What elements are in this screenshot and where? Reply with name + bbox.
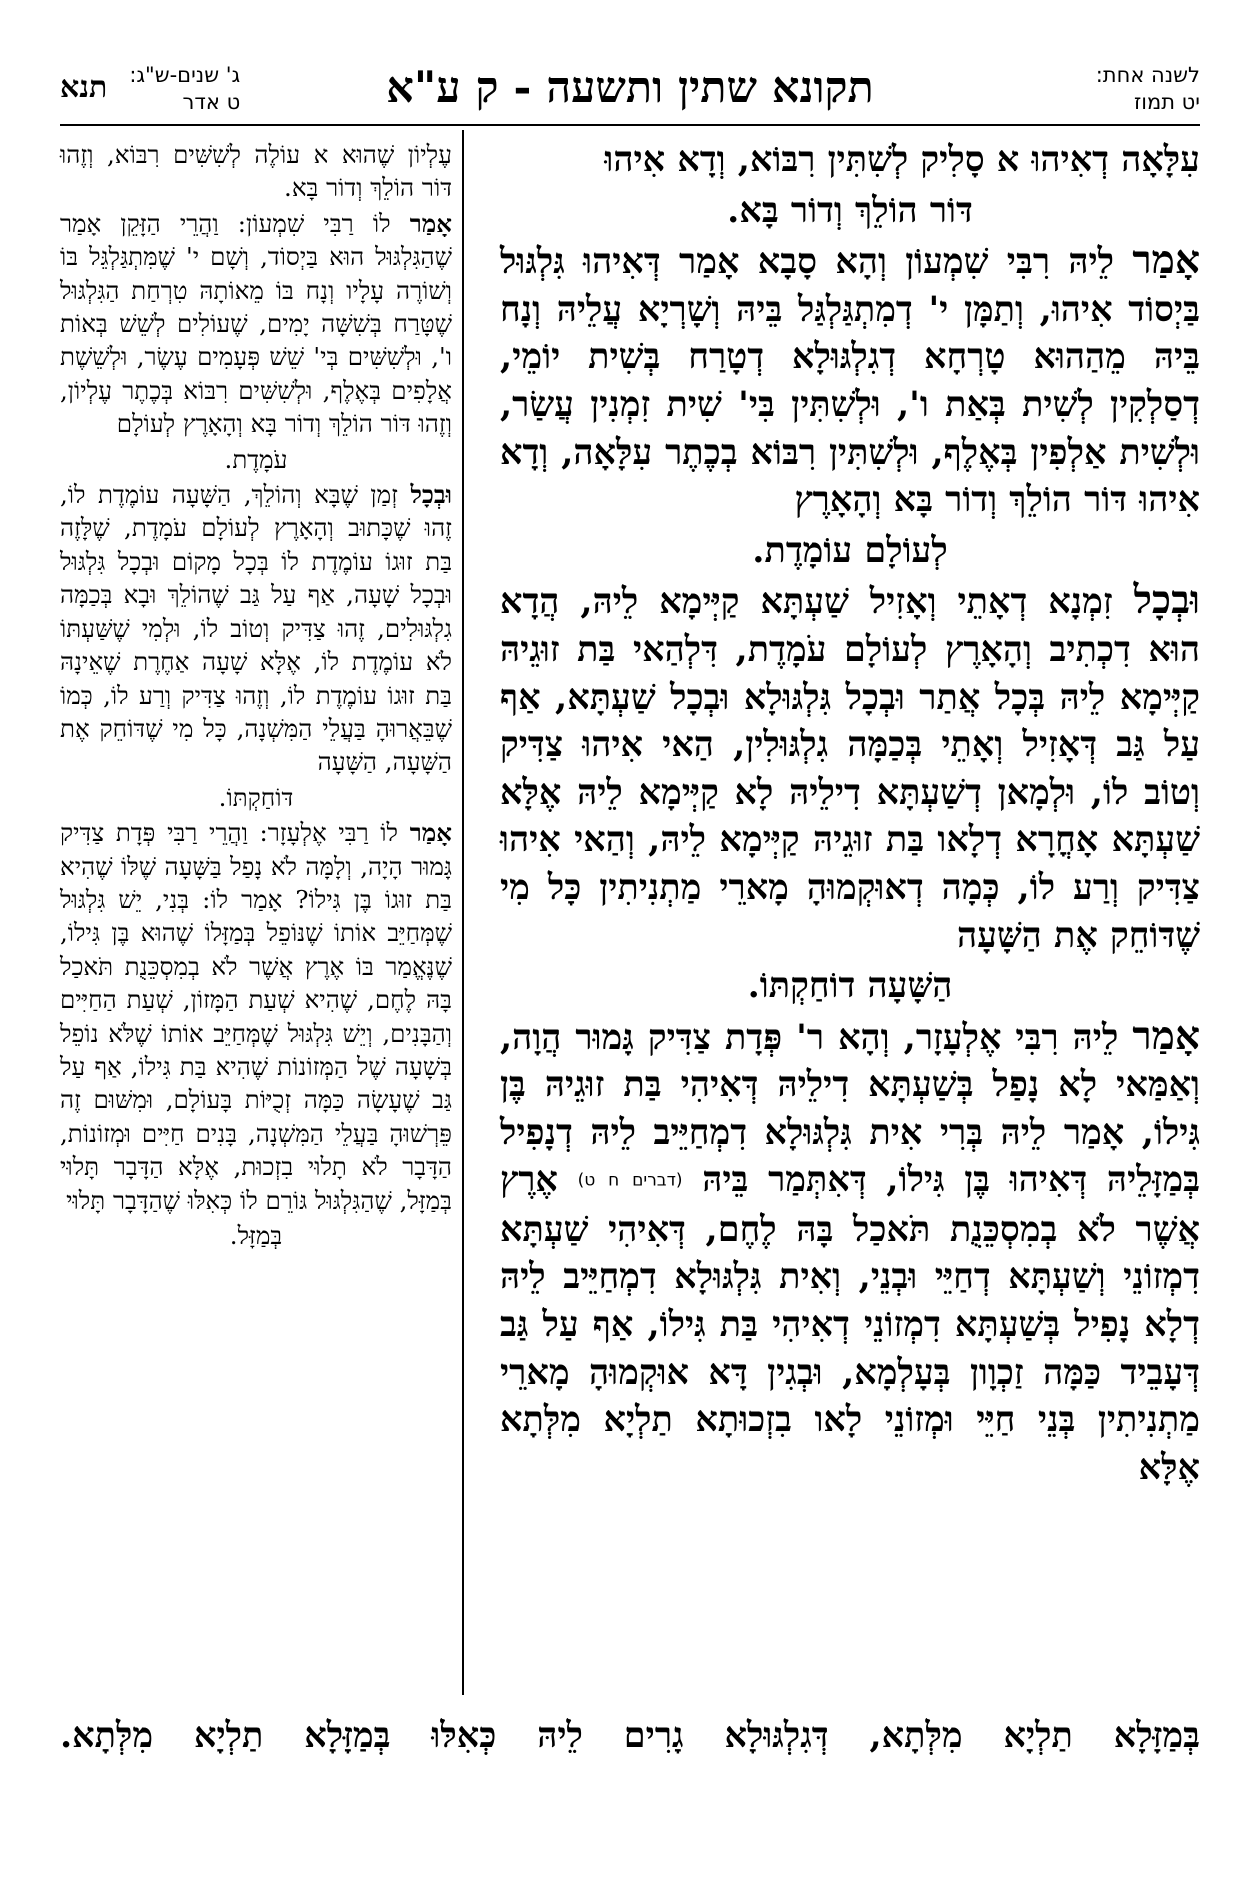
main-paragraph-4-text-continued: אֶרֶץ אֲשֶׁר לֹא בְמִסְכֵּנֻת תֹּאכַל בָּהּ לֶחֶם, דְּאִיהִי שַׁעְתָּא דִמְזוֹנֵי וְשַׁעְתָּא דְחַיֵּי וּבְנֵי, וְאִית גִּלְגּוּלָא דִמְחַיֵּיב לֵיהּ דְלָא נָפִיל בְּשַׁעְתָּא דִמְזוֹנֵי דְאִיהִי בַּת גִּילוֹ, אַף עַל גַּב דְּעָבֵיד כַּמָּה זַכְוָון בְּעָלְמָא, וּבְגִין דָּא אוּקְמוּהָ מָארֵי מַתְנִיתִין בְּנֵי חַיֵּי וּמְזוֹנֵי לָאו בִזְכוּתָא תַלְיָא מִלְּתָא אֶלָּא xyxy=(500,1159,1200,1488)
header-three-years-label: ג' שנים-ש"ג: xyxy=(129,63,241,87)
main-paragraph-4-lead-word: אָמַר xyxy=(1132,1012,1200,1059)
translation-paragraph-4-text: לוֹ רַבִּי אֶלְעָזָר: וַהֲרֵי רַבִּי פְּדָת צַדִּיק גָּמוּר הָיָה, וְלָמָּה לֹא נָפַל בַּשָּׁעָה שֶׁלּוֹ שֶׁהִיא בַּת זוּגוֹ בֶּן גִּילוֹ? אָמַר לוֹ: בְּנִי, יֵשׁ גִּלְגּוּל שֶׁמְּחַיֵּב אוֹתוֹ שֶׁנּוֹפֵל בְּמַזָּלוֹ שֶׁהוּא בֶּן גִּילוֹ, שֶׁנֶּאֱמַר בּוֹ אֶרֶץ אֲשֶׁר לֹא בְמִסְכֵּנֻת תֹּאכַל בָּהּ לֶחֶם, שֶׁהִיא שְׁעַת הַמָּזוֹן, שְׁעַת הַחַיִּים וְהַבָּנִים, וְיֵשׁ גִּלְגּוּל שֶׁמְּחַיֵּב אוֹתוֹ שֶׁלֹּא נוֹפֵל בְּשָׁעָה שֶׁל הַמְּזוֹנוֹת שֶׁהִיא בַּת גִּילוֹ, אַף עַל גַּב שֶׁעָשָׂה כַּמָּה זְכֻיּוֹת בָּעוֹלָם, וּמִשּׁוּם זֶה פֵּרְשׁוּהָ בַּעֲלֵי הַמִּשְׁנָה, בָּנִים חַיִּים וּמְזוֹנוֹת, הַדָּבָר לֹא תָלוּי בִזְכוּת, אֶלָּא הַדָּבָר תָּלוּי בְּמַזָּל, שֶׁהַגִּלְגּוּל גּוֹרֵם לוֹ כְּאִלּוּ שֶׁהַדָּבָר תָּלוּי xyxy=(60,818,452,1215)
main-paragraph-3 xyxy=(500,577,1200,959)
main-paragraph-4 xyxy=(500,1013,1200,1492)
page-header xyxy=(60,58,1200,128)
page-number: תנא xyxy=(60,70,108,105)
main-paragraph-4-text: לֵיהּ רִבִּי אֶלְעָזָר, וְהָא ר' פְּדָת צַדִּיק גָּמוּר הֲוָה, וְאַמַּאי לָא נָפַל בְּשַׁעְתָּא דִילֵיהּ דְּאִיהִי בַּת זוּגֵיהּ בֶּן גִּילוֹ, אָמַר לֵיהּ בְּרִי אִית גִּלְגּוּלָא דִמְחַיֵּיב לֵיהּ דְנָפִיל בְּמַזָּלֵיהּ דְּאִיהוּ בֶּן גִּילוֹ, דְּאִתְּמַר בֵּיהּ xyxy=(500,1016,1200,1201)
column-divider xyxy=(462,130,464,1695)
main-paragraph-3-lead-word: וּבְכָל xyxy=(1133,577,1200,624)
header-one-year-date: יט תמוז xyxy=(1133,90,1200,114)
translation-paragraph-4-end: בְּמַזָּל. xyxy=(229,1221,283,1250)
header-three-years-block xyxy=(129,62,240,116)
main-paragraph-1-end: דּוֹר הוֹלֵךְ וְדוֹר בָּא. xyxy=(727,189,973,231)
translation-paragraph-4 xyxy=(60,816,452,1217)
main-paragraph-2 xyxy=(500,237,1200,524)
translation-paragraph-2-text: לוֹ רַבִּי שִׁמְעוֹן: וַהֲרֵי הַזָּקֵן אָמַר שֶׁהַגִּלְגּוּל הוּא בַּיְסוֹד, וְשָׁם י' שֶׁמִּתְגַּלְגֵּל בּוֹ וְשׁוֹרֶה עָלָיו וְנָח בּוֹ מֵאוֹתָהּ טִרְחַת הַגִּלְגּוּל שֶׁטָּרַח בְּשִׁשָּׁה יָמִים, שֶׁעוֹלִים לְשֵׁשׁ בְּאוֹת ו', וּלְשִׁשִּׁים בְּי' שֵׁשׁ פְּעָמִים עֶשֶׂר, וּלְשֵׁשֶׁת אֲלָפִים בְּאֶלֶף, וּלְשִׁשִּׁים רִבּוֹא בְּכֶתֶר עֶלְיוֹן, וְזֶהוּ דּוֹר הוֹלֵךְ וְדוֹר בָּא וְהָאָרֶץ לְעוֹלָם xyxy=(60,208,452,439)
translation-paragraph-1: עֶלְיוֹן שֶׁהוּא א עוֹלֶה לְשִׁשִּׁים רִבּוֹא, וְזֶהוּ דּוֹר הוֹלֵךְ וְדוֹר בָּא. xyxy=(60,140,452,203)
main-paragraph-2-text: לֵיהּ רִבִּי שִׁמְעוֹן וְהָא סָבָא אָמַר דְּאִיהוּ גִּלְגּוּל בַּיְסוֹד אִיהוּ, וְתַמָּן י' דְמִתְגַּלְגַּל בֵּיהּ וְשָׁרְיָא עֲלֵיהּ וְנָח בֵּיהּ מֵהַהוּא טָרְחָא דְגִלְגּוּלָא דְטָרַח בְּשִׁית יוֹמֵי, דְסַלְקִין לְשִׁית בְּאַת ו', וּלְשִׁתִּין בִּי' שִׁית זִמְנִין עֲשַׂר, וּלְשִׁית אַלְפִין בְּאֶלֶף, וּלְשִׁתִּין רִבּוֹא בְכֶתֶר עִלָּאָה, וְדָא אִיהוּ דּוֹר הוֹלֵךְ וְדוֹר בָּא וְהָאָרֶץ xyxy=(500,241,1200,521)
translation-paragraph-3-end: דּוֹחַקְתּוֹ. xyxy=(218,782,294,812)
header-reading-schedule-three-years xyxy=(60,62,240,116)
header-divider xyxy=(60,124,1200,126)
translation-column xyxy=(60,138,452,1254)
verse-citation: (דברים ח ט) xyxy=(577,1171,683,1192)
page-title: תקונא שתין ותשעה - ק ע"א xyxy=(386,63,874,113)
main-paragraph-3-text: זִמְנָא דְאָתֵי וְאָזִיל שַׁעְתָּא קַיְּימָא לֵיהּ, הֲדָא הוּא דִכְתִיב וְהָאָרֶץ לְעוֹלָם עֹמָדֶת, דִּלְהַאי בַּת זוּגֵיהּ קַיְּימָא לֵיהּ בְּכָל אֲתַר וּבְכָל גִּלְגּוּלָא וּבְכָל שַׁעְתָּא, אַף עַל גַּב דְּאָזִיל וְאָתֵי בְּכַמָּה גִלְגּוּלִין, הַאי אִיהוּ צַדִּיק וְטוֹב לוֹ, וּלְמָאן דְשַׁעְתָּא דִילֵיהּ לָא קַיְּימָא לֵיהּ אֶלָּא שַׁעְתָּא אָחֳרָא דְלָאו בַּת זוּגֵיהּ קַיְּימָא לֵיהּ, וְהַאי אִיהוּ צַדִּיק וְרַע לוֹ, כְּמָה דְאוּקְמוּהָ מָארֵי מַתְנִיתִין כָּל מִי שֶׁדּוֹחֵק אֶת הַשָּׁעָה xyxy=(500,581,1200,956)
main-text-column xyxy=(500,136,1200,1494)
main-paragraph-2-lead-word: אָמַר xyxy=(1132,237,1200,284)
main-paragraph-3-end: הַשָּׁעָה דוֹחַקְתּוֹ. xyxy=(747,965,953,1007)
main-paragraph-1-text: עִלָּאָה דְאִיהוּ א סָלִיק לְשִׁתִּין רִבּוֹא, וְדָא אִיהוּ xyxy=(604,139,1200,180)
translation-paragraph-3-text: זְמַן שֶׁבָּא וְהוֹלֵךְ, הַשָּׁעָה עוֹמֶדֶת לוֹ, זֶהוּ שֶׁכָּתוּב וְהָאָרֶץ לְעוֹלָם עֹמָדֶת, שֶׁלָּזֶה בַּת זוּגוֹ עוֹמֶדֶת לוֹ בְּכָל מָקוֹם וּבְכָל גִּלְגּוּל וּבְכָל שָׁעָה, אַף עַל גַּב שֶׁהוֹלֵךְ וּבָא בְּכַמָּה גִלְגּוּלִים, זֶהוּ צַדִּיק וְטוֹב לוֹ, וּלְמִי שֶׁשַּׁעְתּוֹ לֹא עוֹמֶדֶת לוֹ, אֶלָּא שָׁעָה אַחֶרֶת שֶׁאֵינָהּ בַּת זוּגוֹ עוֹמֶדֶת לוֹ, וְזֶהוּ צַדִּיק וְרַע לוֹ, כְּמוֹ שֶׁבֵּאֲרוּהָ בַּעֲלֵי הַמִּשְׁנָה, כָּל מִי שֶׁדּוֹחֵק אֶת הַשָּׁעָה, הַשָּׁעָה xyxy=(60,480,452,777)
translation-paragraph-3 xyxy=(60,478,452,779)
translation-paragraph-2-end: עֹמָדֶת. xyxy=(224,444,288,474)
closing-full-width-line: בְּמַזָּלָא תַלְיָא מִלְּתָא, דְּגִלְגּוּלָא גָרִים לֵיהּ כְּאִלּוּ בְּמַזָּלָא תַלְיָא מִלְּתָא. xyxy=(60,1715,1200,1756)
header-one-year-label: לשנה אחת: xyxy=(1095,63,1200,87)
translation-paragraph-2-lead-word: אָמַר xyxy=(409,208,452,238)
main-paragraph-2-end: לְעוֹלָם עוֹמָדֶת. xyxy=(752,529,948,571)
translation-paragraph-3-lead-word: וּבְכָל xyxy=(410,480,452,510)
header-three-years-date: ט אדר xyxy=(182,90,241,114)
translation-paragraph-4-lead-word: אָמַר xyxy=(409,818,452,848)
translation-paragraph-2 xyxy=(60,207,452,441)
main-paragraph-1 xyxy=(500,136,1200,184)
